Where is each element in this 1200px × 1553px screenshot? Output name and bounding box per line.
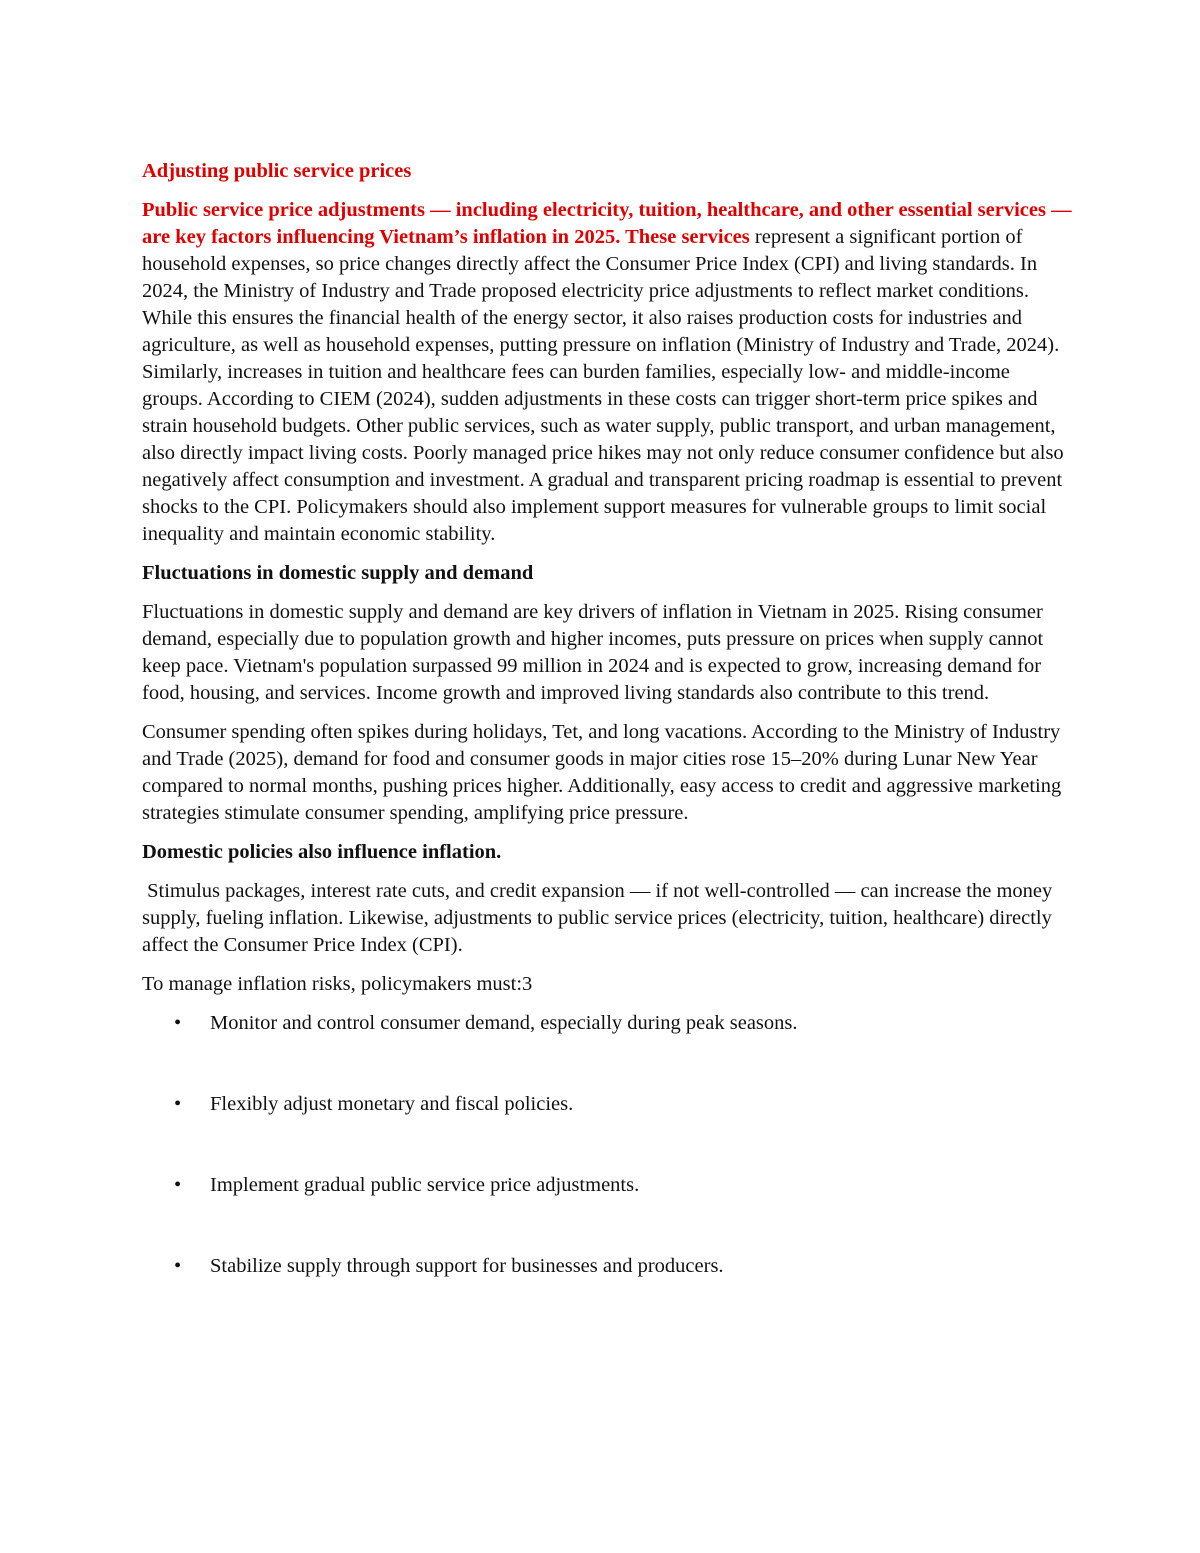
document-page	[142, 158, 1072, 1334]
policy-bullet-list	[142, 1010, 1072, 1280]
bullet-icon: •	[174, 1093, 182, 1115]
section-heading-supply-demand: Fluctuations in domestic supply and demand	[142, 562, 534, 584]
paragraph-supply-demand-1: Fluctuations in domestic supply and demand are key drivers of inflation in Vietnam in 2025. Rising consumer demand, especially due to population growth and higher incomes, puts pressure on prices when supply cannot keep pace. Vietnam's population surpassed 99 million in 2024 and is expected to grow, increasing demand for food, housing, and services. Income growth and improved living standards also contribute to this trend.	[142, 601, 1044, 704]
section-heading-domestic-policies: Domestic policies also influence inflation.	[142, 841, 502, 863]
bullet-icon: •	[174, 1012, 182, 1034]
bullet-icon: •	[174, 1255, 182, 1277]
list-item	[142, 1253, 1072, 1280]
list-item	[142, 1172, 1072, 1199]
list-item-text: Implement gradual public service price adjustments.	[210, 1174, 640, 1196]
list-item-text: Stabilize supply through support for businesses and producers.	[210, 1255, 724, 1277]
bullet-icon: •	[174, 1174, 182, 1196]
paragraph-domestic-policies: Stimulus packages, interest rate cuts, and credit expansion — if not well-controlled — can increase the money supply, fueling inflation. Likewise, adjustments to public service prices (electricity, tuition, healthcare) directly affect the Consumer Price Index (CPI).	[142, 880, 1058, 956]
paragraph-supply-demand-2: Consumer spending often spikes during holidays, Tet, and long vacations. According to the Ministry of Industry and Trade (2025), demand for food and consumer goods in major cities rose 15–20% during Lunar New Year compared to normal months, pushing prices higher. Additionally, easy access to credit and aggressive marketing strategies stimulate consumer spending, amplifying price pressure.	[142, 721, 1062, 824]
list-item-text: Monitor and control consumer demand, especially during peak seasons.	[210, 1012, 798, 1034]
intro-highlight-text: Public service price adjustments — including electricity, tuition, healthcare, and other essential services — are key factors influencing Vietnam’s inflation in 2025. These services	[142, 199, 1072, 248]
list-item-text: Flexibly adjust monetary and fiscal policies.	[210, 1093, 574, 1115]
paragraph-public-service-prices	[142, 197, 1072, 548]
list-item	[142, 1010, 1072, 1037]
list-intro-text: To manage inflation risks, policymakers must:3	[142, 973, 533, 995]
list-item	[142, 1091, 1072, 1118]
paragraph-body-text: represent a significant portion of household expenses, so price changes directly affect the Consumer Price Index (CPI) and living standards. In 2024, the Ministry of Industry and Trade proposed electricity price adjustments to reflect market conditions. While this ensures the financial health of the energy sector, it also raises production costs for industries and agriculture, as well as household expenses, putting pressure on inflation (Ministry of Industry and Trade, 2024). Similarly, increases in tuition and healthcare fees can burden families, especially low- and middle-income groups. According to CIEM (2024), sudden adjustments in these costs can trigger short-term price spikes and strain household budgets. Other public services, such as water supply, public transport, and urban management, also directly impact living costs. Poorly managed price hikes may not only reduce consumer confidence but also negatively affect consumption and investment. A gradual and transparent pricing roadmap is essential to prevent shocks to the CPI. Policymakers should also implement support measures for vulnerable groups to limit social inequality and maintain economic stability.	[142, 226, 1064, 545]
section-heading-public-service-prices: Adjusting public service prices	[142, 160, 412, 182]
